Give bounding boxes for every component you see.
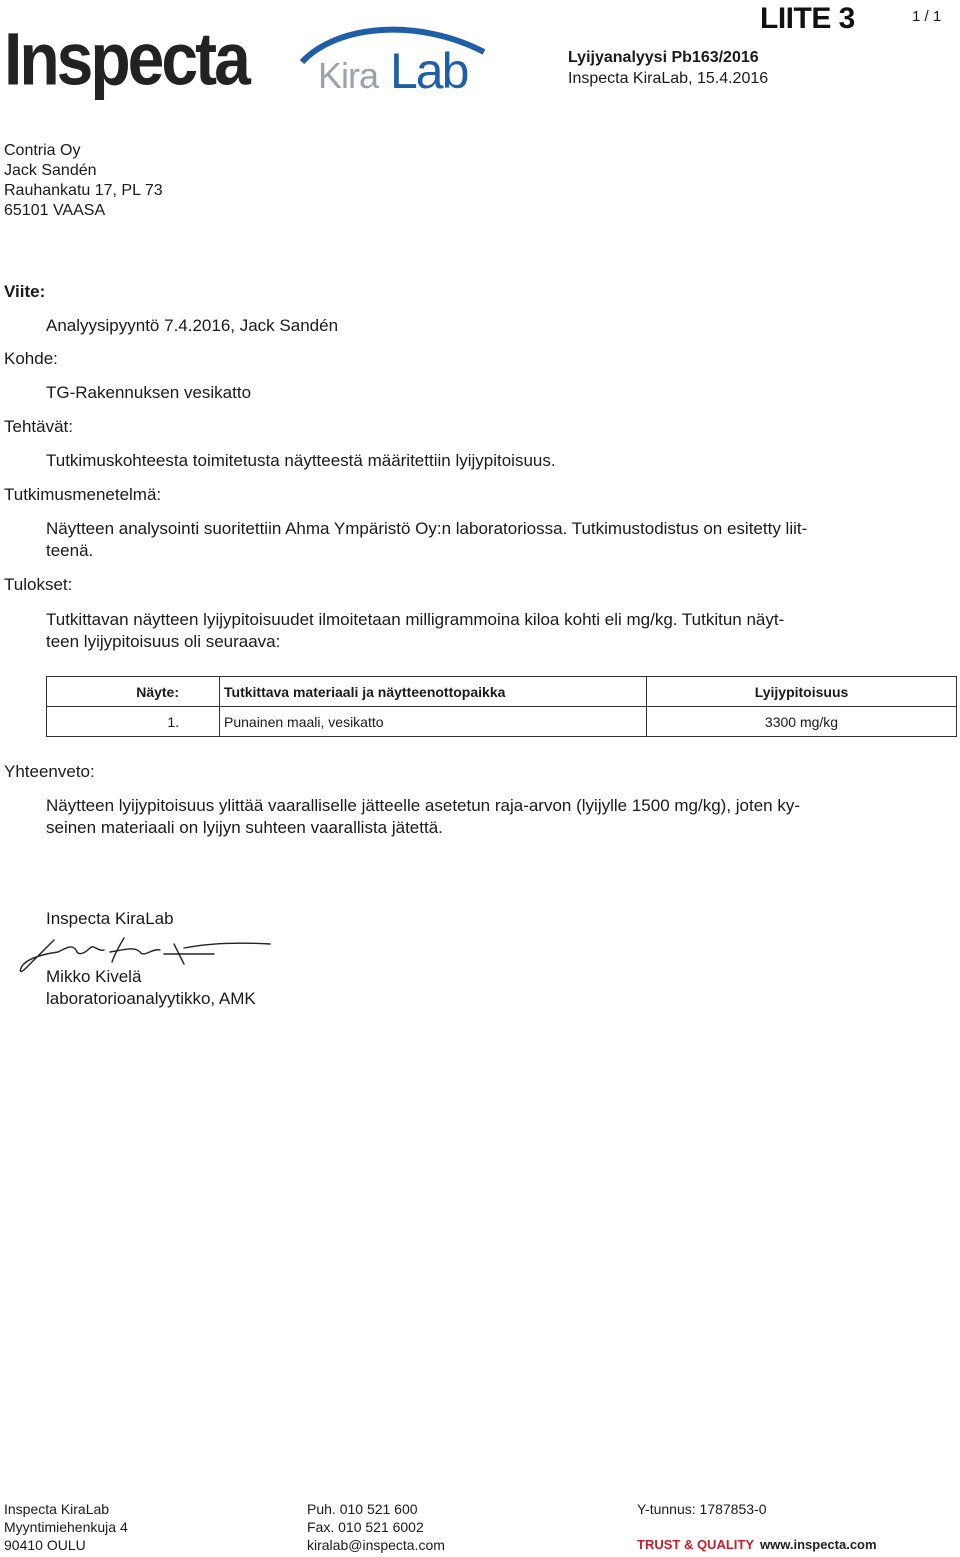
footer-address [4,1500,128,1554]
trust-quality-slogan: TRUST & QUALITY [637,1537,754,1552]
recipient-company: Contria Oy [4,142,81,159]
footer-ytunnus: Y-tunnus: 1787853-0 [637,1501,767,1517]
footer-email: kiralab@inspecta.com [307,1537,445,1553]
viite-label: Viite: [4,282,46,301]
footer-phone: Puh. 010 521 600 [307,1501,418,1517]
kohde-label: Kohde: [4,349,58,368]
attachment-label: LIITE 3 [760,2,855,35]
menetelma-value [46,518,920,562]
footer-city: 90410 OULU [4,1537,86,1553]
table-row [47,707,957,737]
menetelma-line1: Näytteen analysointi suoritettiin Ahma Ympäristö Oy:n laboratoriossa. Tutkimustodistus on esitetty liit- [46,519,808,538]
tulokset-label: Tulokset: [4,575,73,594]
yhteenveto-line2: seinen materiaali on lyijyn suhteen vaarallista jätettä. [46,818,443,837]
kohde-value: TG-Rakennuksen vesikatto [46,383,252,402]
recipient-city: 65101 VAASA [4,202,106,219]
tehtavat-label: Tehtävät: [4,417,73,436]
tulokset-value [46,609,920,653]
results-table [46,676,957,737]
table-cell-sample: 1. [47,707,220,737]
tulokset-line1: Tutkittavan näytteen lyijypitoisuudet ilmoitetaan milligrammoina kiloa kohti eli mg/kg. Tutkitun näyt- [46,610,785,629]
report-title: Lyijyanalyysi Pb163/2016 [568,49,759,66]
footer-website: www.inspecta.com [760,1537,877,1552]
table-header-material: Tutkittava materiaali ja näytteenottopaikka [220,677,647,707]
yhteenveto-label: Yhteenveto: [4,762,95,781]
kiralab-logo-lab: Lab [390,43,468,94]
table-cell-lead: 3300 mg/kg [647,707,957,737]
tulokset-line2: teen lyijypitoisuus oli seuraava: [46,632,281,651]
recipient-street: Rauhankatu 17, PL 73 [4,182,163,199]
viite-value: Analyysipyyntö 7.4.2016, Jack Sandén [46,316,339,335]
recipient-address [4,141,163,221]
menetelma-line2: teenä. [46,541,94,560]
kiralab-logo [298,22,488,94]
signature-name: Mikko Kivelä [46,967,142,986]
footer-contact [307,1500,445,1554]
table-cell-material: Punainen maali, vesikatto [220,707,647,737]
footer-business-id [637,1500,766,1518]
signature-title: laboratorioanalyytikko, AMK [46,989,256,1008]
signature-block [46,908,256,1010]
table-header-sample: Näyte: [47,677,220,707]
footer-org: Inspecta KiraLab [4,1501,110,1517]
yhteenveto-value [46,795,920,839]
kiralab-logo-kira: Kira [318,55,379,94]
inspecta-logo: Inspecta [4,17,248,101]
signature-org: Inspecta KiraLab [46,909,174,928]
page-number: 1 / 1 [912,8,942,25]
menetelma-label: Tutkimusmenetelmä: [4,485,162,504]
table-header-row [47,677,957,707]
recipient-person: Jack Sandén [4,162,97,179]
footer-street: Myyntimiehenkuja 4 [4,1519,128,1535]
footer-fax: Fax. 010 521 6002 [307,1519,424,1535]
report-subtitle: Inspecta KiraLab, 15.4.2016 [568,70,769,87]
table-header-lead: Lyijypitoisuus [647,677,957,707]
yhteenveto-line1: Näytteen lyijypitoisuus ylittää vaaralliselle jätteelle asetetun raja-arvon (lyijylle 1500 mg/kg), joten ky- [46,796,801,815]
tehtavat-value: Tutkimuskohteesta toimitetusta näytteestä määritettiin lyijypitoisuus. [46,451,556,470]
